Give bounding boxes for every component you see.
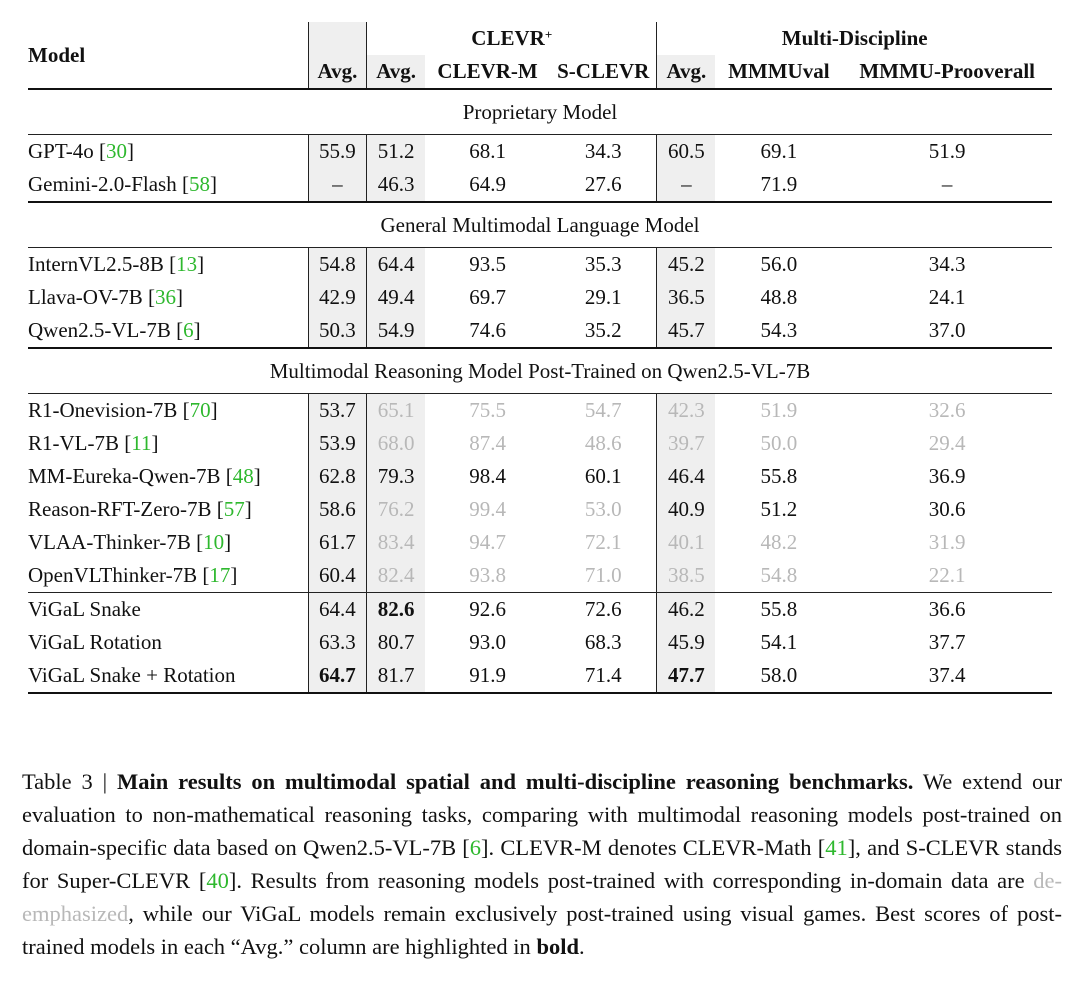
cell-mmmu-val: 71.9 [760, 172, 798, 196]
cell-mmmu-pro: 37.7 [928, 630, 966, 654]
table-row [28, 248, 1052, 282]
cell-mmmu-pro: 30.6 [928, 497, 966, 521]
cell-avg: 63.3 [308, 626, 366, 659]
cell-mmmu-pro: 22.1 [928, 563, 966, 587]
caption-ref-link[interactable]: 40 [206, 868, 229, 893]
cell-mmmu-val: 58.0 [715, 659, 842, 693]
cell-avg: 55.9 [308, 135, 366, 169]
caption-title: Main results on multimodal spatial and multi-discipline reasoning benchmarks. [117, 769, 914, 794]
cell-avg: 53.7 [308, 394, 366, 428]
header-mmmu-pro: MMMU-Prooverall [859, 59, 1036, 83]
cell-s-clevr: 27.6 [584, 172, 622, 196]
cell-avg: – [308, 168, 366, 202]
model-name [28, 559, 308, 593]
table-row [28, 559, 1052, 593]
model-name-text: ViGaL Snake + Rotation [28, 663, 236, 687]
cell-mmmu-pro: 29.4 [928, 431, 966, 455]
table-row [28, 460, 1052, 493]
caption-bold-sample: bold [536, 934, 579, 959]
cell-avg-clevr: 76.2 [367, 493, 425, 526]
cell-avg-multi: 46.4 [657, 460, 715, 493]
caption-text: , while our ViGaL models remain exclusively post-trained using visual games. Best scores of post-trained models in each “Avg.” column are highlighted in [22, 901, 1062, 959]
citation-link[interactable]: 70 [189, 398, 211, 422]
cell-avg-multi: 45.2 [657, 248, 715, 282]
section-title: Proprietary Model [28, 89, 1052, 135]
citation-bracket: ] [210, 398, 218, 422]
caption-label: Table 3 | [22, 769, 118, 794]
cell-clevr-m: 93.0 [469, 630, 506, 654]
citation-bracket: ] [193, 318, 201, 342]
cell-s-clevr: 72.1 [584, 530, 622, 554]
citation-link[interactable]: 11 [131, 431, 152, 455]
model-name-text: Llava-OV-7B [ [28, 285, 155, 309]
cell-mmmu-val: 48.8 [760, 285, 798, 309]
cell-avg-clevr: 51.2 [367, 135, 425, 169]
model-name [28, 659, 308, 693]
cell-avg-multi: 38.5 [657, 559, 715, 593]
cell-s-clevr: 71.4 [550, 659, 657, 693]
header-clevr-group [367, 22, 657, 55]
citation-bracket: ] [197, 252, 205, 276]
cell-mmmu-val: 54.1 [760, 630, 798, 654]
model-name-text: ViGaL Rotation [28, 630, 162, 654]
cell-clevr-m: 93.8 [469, 563, 506, 587]
cell-avg-multi: 45.7 [657, 314, 715, 348]
table-body [28, 89, 1052, 693]
citation-link[interactable]: 58 [188, 172, 210, 196]
cell-avg: 54.8 [308, 248, 366, 282]
model-name-text: MM-Eureka-Qwen-7B [ [28, 464, 233, 488]
table-row [28, 281, 1052, 314]
clevr-group-label: CLEVR [471, 26, 545, 50]
cell-avg-multi: 47.7 [657, 659, 715, 693]
cell-avg: 53.9 [308, 427, 366, 460]
model-name-text: R1-VL-7B [ [28, 431, 132, 455]
cell-mmmu-pro: 31.9 [928, 530, 966, 554]
table-row [28, 526, 1052, 559]
caption-ref-link[interactable]: 6 [469, 835, 482, 860]
citation-bracket: ] [209, 172, 217, 196]
table-row [28, 427, 1052, 460]
cell-avg-multi: 40.1 [657, 526, 715, 559]
cell-mmmu-val: 56.0 [715, 248, 842, 282]
citation-link[interactable]: 13 [176, 252, 198, 276]
caption-ref-link[interactable]: 41 [825, 835, 848, 860]
model-name [28, 135, 308, 169]
cell-avg: 50.3 [308, 314, 366, 348]
header-model: Model [28, 42, 86, 67]
cell-mmmu-val: 50.0 [760, 431, 798, 455]
cell-avg-clevr: 80.7 [367, 626, 425, 659]
cell-clevr-m: 92.6 [425, 593, 550, 627]
cell-mmmu-val: 55.8 [715, 593, 842, 627]
cell-clevr-m: 74.6 [469, 318, 506, 342]
caption-text: We extend our evaluation to non-mathematical reasoning tasks, comparing with multimodal reasoning models post-trained on domain-specific data based on Qwen2.5-VL-7B [ [22, 769, 1062, 860]
cell-avg-multi: 42.3 [657, 394, 715, 428]
cell-avg: 64.7 [308, 659, 366, 693]
cell-mmmu-pro: – [941, 172, 953, 196]
cell-mmmu-pro: 37.0 [928, 318, 966, 342]
cell-clevr-m: 87.4 [469, 431, 506, 455]
cell-s-clevr: 71.0 [584, 563, 622, 587]
cell-avg: 42.9 [308, 281, 366, 314]
cell-s-clevr: 35.3 [550, 248, 657, 282]
table-row [28, 626, 1052, 659]
cell-s-clevr: 72.6 [550, 593, 657, 627]
cell-avg-multi: 39.7 [657, 427, 715, 460]
table-row [28, 135, 1052, 169]
cell-clevr-m: 68.1 [425, 135, 550, 169]
model-name [28, 526, 308, 559]
cell-avg: 58.6 [308, 493, 366, 526]
table-caption [22, 765, 1062, 963]
cell-clevr-m: 98.4 [469, 464, 506, 488]
cell-clevr-m: 91.9 [425, 659, 550, 693]
table-row [28, 168, 1052, 202]
model-name [28, 168, 308, 202]
cell-avg-clevr: 49.4 [367, 281, 425, 314]
model-name [28, 248, 308, 282]
table-row [28, 394, 1052, 428]
cell-s-clevr: 54.7 [550, 394, 657, 428]
model-name [28, 394, 308, 428]
model-name-text: VLAA-Thinker-7B [ [28, 530, 204, 554]
cell-s-clevr: 68.3 [584, 630, 622, 654]
cell-mmmu-val: 54.3 [760, 318, 798, 342]
cell-avg-clevr: 81.7 [367, 659, 425, 693]
results-table [28, 22, 1052, 694]
cell-avg-clevr: 46.3 [367, 168, 425, 202]
citation-link[interactable]: 30 [105, 139, 127, 163]
cell-mmmu-val: 69.1 [715, 135, 842, 169]
citation-bracket: ] [151, 431, 159, 455]
cell-mmmu-pro: 51.9 [842, 135, 1052, 169]
header-multi-group: Multi-Discipline [657, 22, 1052, 55]
header-mmmu-val: MMMUval [728, 59, 830, 83]
cell-avg-clevr: 82.6 [367, 593, 425, 627]
caption-text: . [578, 934, 585, 959]
header-s-clevr: S-CLEVR [557, 59, 650, 83]
clevr-group-sup: + [544, 27, 553, 42]
header-avg-clevr: Avg. [367, 55, 425, 89]
cell-mmmu-pro: 37.4 [842, 659, 1052, 693]
model-name-text: Reason-RFT-Zero-7B [ [28, 497, 224, 521]
cell-avg-multi: 36.5 [657, 281, 715, 314]
cell-avg: 64.4 [308, 593, 366, 627]
table-row [28, 493, 1052, 526]
cell-mmmu-val: 48.2 [760, 530, 798, 554]
header-blank-avg [308, 22, 366, 55]
cell-avg: 60.4 [308, 559, 366, 593]
citation-bracket: ] [230, 563, 238, 587]
cell-avg-clevr: 65.1 [367, 394, 425, 428]
cell-s-clevr: 34.3 [550, 135, 657, 169]
section-header-row [28, 89, 1052, 135]
table-row [28, 314, 1052, 348]
citation-link[interactable]: 6 [183, 318, 194, 342]
model-name [28, 460, 308, 493]
model-name-text: Qwen2.5-VL-7B [ [28, 318, 184, 342]
cell-mmmu-pro: 36.6 [842, 593, 1052, 627]
citation-bracket: ] [224, 530, 232, 554]
table-row [28, 593, 1052, 627]
cell-clevr-m: 99.4 [469, 497, 506, 521]
cell-clevr-m: 93.5 [425, 248, 550, 282]
caption-deemphasized-sample: de-emphasized [22, 868, 1062, 926]
cell-s-clevr: 53.0 [584, 497, 622, 521]
cell-avg-clevr: 68.0 [367, 427, 425, 460]
model-name-text: ViGaL Snake [28, 597, 141, 621]
cell-mmmu-pro: 36.9 [928, 464, 966, 488]
citation-bracket: ] [175, 285, 183, 309]
model-name [28, 593, 308, 627]
section-header-row [28, 348, 1052, 394]
cell-mmmu-val: 51.9 [715, 394, 842, 428]
model-name [28, 281, 308, 314]
cell-mmmu-pro: 32.6 [842, 394, 1052, 428]
header-clevr-m: CLEVR-M [437, 59, 538, 83]
cell-avg: 62.8 [308, 460, 366, 493]
cell-avg-clevr: 64.4 [367, 248, 425, 282]
cell-clevr-m: 64.9 [469, 172, 506, 196]
header-avg-multi: Avg. [657, 55, 715, 89]
citation-link[interactable]: 57 [223, 497, 245, 521]
table-row [28, 659, 1052, 693]
model-name-text: InternVL2.5-8B [ [28, 252, 177, 276]
cell-avg-multi: 60.5 [657, 135, 715, 169]
citation-bracket: ] [244, 497, 252, 521]
citation-link[interactable]: 48 [232, 464, 254, 488]
cell-mmmu-val: 54.8 [760, 563, 798, 587]
caption-text: ], and S-CLEVR stands for Super-CLEVR [ [22, 835, 1062, 893]
cell-avg-multi: – [657, 168, 715, 202]
cell-s-clevr: 60.1 [584, 464, 622, 488]
model-name-text: R1-Onevision-7B [ [28, 398, 190, 422]
citation-link[interactable]: 17 [209, 563, 231, 587]
section-title: General Multimodal Language Model [28, 202, 1052, 248]
cell-mmmu-val: 51.2 [760, 497, 798, 521]
cell-avg: 61.7 [308, 526, 366, 559]
cell-clevr-m: 75.5 [425, 394, 550, 428]
caption-text: ]. Results from reasoning models post-trained with corresponding in-domain data are [228, 868, 1034, 893]
citation-bracket: ] [126, 139, 134, 163]
caption-text: ]. CLEVR-M denotes CLEVR-Math [ [481, 835, 826, 860]
model-name [28, 493, 308, 526]
cell-clevr-m: 69.7 [469, 285, 506, 309]
cell-avg-clevr: 83.4 [367, 526, 425, 559]
model-name [28, 427, 308, 460]
citation-link[interactable]: 10 [203, 530, 225, 554]
model-name [28, 314, 308, 348]
cell-avg-clevr: 54.9 [367, 314, 425, 348]
section-title: Multimodal Reasoning Model Post-Trained on Qwen2.5-VL-7B [28, 348, 1052, 394]
cell-clevr-m: 94.7 [469, 530, 506, 554]
cell-s-clevr: 48.6 [584, 431, 622, 455]
cell-avg-multi: 46.2 [657, 593, 715, 627]
cell-avg-multi: 40.9 [657, 493, 715, 526]
model-name-text: OpenVLThinker-7B [ [28, 563, 210, 587]
cell-mmmu-val: 55.8 [760, 464, 798, 488]
cell-avg-clevr: 79.3 [367, 460, 425, 493]
citation-link[interactable]: 36 [154, 285, 176, 309]
citation-bracket: ] [253, 464, 261, 488]
model-name-text: GPT-4o [ [28, 139, 106, 163]
header-avg: Avg. [308, 55, 366, 89]
section-header-row [28, 202, 1052, 248]
cell-mmmu-pro: 24.1 [928, 285, 966, 309]
model-name [28, 626, 308, 659]
model-name-text: Gemini-2.0-Flash [ [28, 172, 189, 196]
cell-mmmu-pro: 34.3 [842, 248, 1052, 282]
cell-s-clevr: 35.2 [584, 318, 622, 342]
cell-avg-multi: 45.9 [657, 626, 715, 659]
cell-avg-clevr: 82.4 [367, 559, 425, 593]
cell-s-clevr: 29.1 [584, 285, 622, 309]
